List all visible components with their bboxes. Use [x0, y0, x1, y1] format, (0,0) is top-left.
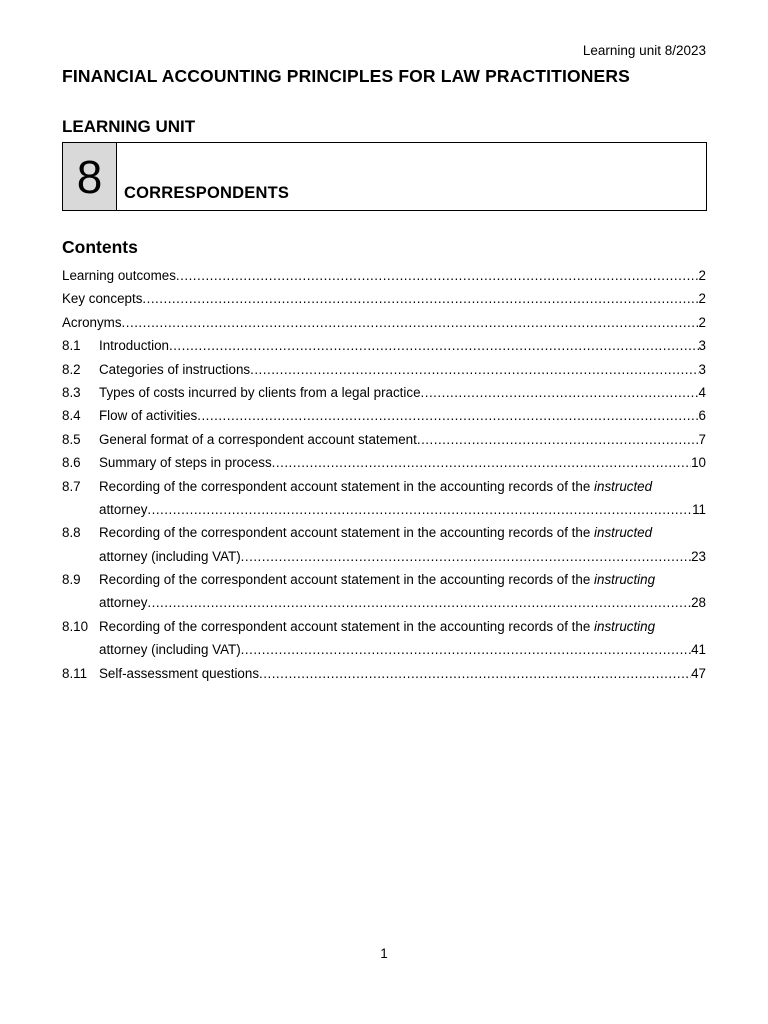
- toc-entry-body: [99, 662, 706, 685]
- toc-entry-page: 2: [698, 314, 706, 330]
- toc-entry-body: [99, 475, 706, 522]
- toc-entry-line: [99, 591, 706, 614]
- learning-unit-number: 8: [63, 143, 117, 210]
- toc-entry-title: General format of a correspondent account statement: [99, 431, 417, 447]
- toc-entry[interactable]: [62, 428, 706, 451]
- toc-entry-line: [99, 381, 706, 404]
- toc-entry-number: 8.4: [62, 408, 81, 424]
- toc-entry-first-line: [99, 475, 706, 498]
- toc-entry-line: [99, 638, 706, 661]
- toc-entry-body: [99, 381, 706, 404]
- learning-unit-box: [62, 142, 707, 211]
- toc-entry-emphasis: instructing: [594, 572, 656, 588]
- toc-entry-line: [99, 662, 706, 685]
- toc-entry-page: 41: [691, 642, 706, 658]
- toc-dot-leader: [147, 591, 691, 614]
- toc-entry-number: 8.1: [62, 338, 81, 354]
- toc-entry-text-start: Recording of the correspondent account statement in the accounting records of the: [99, 478, 595, 494]
- toc-dot-leader: [241, 545, 691, 568]
- toc-entry-line: [62, 287, 706, 310]
- toc-dot-leader: [147, 498, 692, 521]
- toc-entry-text-start: Recording of the correspondent account statement in the accounting records of the: [99, 525, 595, 541]
- toc-entry-title: attorney (including VAT): [99, 548, 241, 564]
- toc-entry-title: Summary of steps in process: [99, 455, 272, 471]
- toc-entry-body: [62, 311, 706, 334]
- toc-entry[interactable]: [62, 451, 706, 474]
- toc-entry[interactable]: [62, 521, 706, 568]
- toc-entry[interactable]: [62, 404, 706, 427]
- learning-unit-label: LEARNING UNIT: [62, 117, 196, 136]
- toc-entry-title: attorney: [99, 595, 148, 611]
- toc-entry-title: Key concepts: [62, 291, 143, 307]
- toc-entry-page: 4: [698, 384, 706, 400]
- toc-entry-first-line: [99, 521, 706, 544]
- toc-entry-number: 8.2: [62, 361, 81, 377]
- toc-entry-emphasis: instructing: [594, 618, 656, 634]
- toc-entry-first-line: [99, 568, 706, 591]
- toc-entry-line: [99, 428, 706, 451]
- toc-entry-title: Flow of activities: [99, 408, 198, 424]
- toc-entry-page: 2: [698, 291, 706, 307]
- toc-dot-leader: [417, 428, 699, 451]
- toc-entry-page: 28: [691, 595, 706, 611]
- toc-entry[interactable]: [62, 311, 706, 334]
- toc-entry-page: 2: [698, 268, 706, 283]
- toc-entry-text-start: Recording of the correspondent account statement in the accounting records of the: [99, 618, 595, 634]
- toc-entry-body: [99, 428, 706, 451]
- toc-entry-title: Learning outcomes: [62, 268, 176, 283]
- toc-entry-title: Introduction: [99, 338, 169, 354]
- toc-entry-body: [62, 264, 706, 287]
- toc-entry[interactable]: [62, 358, 706, 381]
- toc-entry-title: Acronyms: [62, 314, 122, 330]
- course-title: FINANCIAL ACCOUNTING PRINCIPLES FOR LAW PRACTITIONERS: [62, 66, 630, 86]
- page-number: 1: [380, 946, 388, 961]
- toc-entry-body: [62, 287, 706, 310]
- toc-entry-line: [99, 451, 706, 474]
- toc-dot-leader: [122, 311, 699, 334]
- toc-entry-page: 47: [691, 665, 706, 681]
- toc-entry-title: Self-assessment questions: [99, 665, 260, 681]
- toc-dot-leader: [197, 404, 698, 427]
- toc-entry[interactable]: [62, 381, 706, 404]
- toc-entry-line: [99, 545, 706, 568]
- toc-dot-leader: [176, 264, 699, 287]
- toc-entry-body: [99, 568, 706, 615]
- toc-entry[interactable]: [62, 334, 706, 357]
- toc-dot-leader: [241, 638, 691, 661]
- toc-entry-title: Types of costs incurred by clients from a legal practice: [99, 384, 421, 400]
- toc-dot-leader: [259, 662, 691, 685]
- toc-entry-text-start: Recording of the correspondent account statement in the accounting records of the: [99, 572, 595, 588]
- toc-entry-first-line: [99, 615, 706, 638]
- toc-dot-leader: [169, 334, 699, 357]
- toc-entry-line: [62, 264, 706, 287]
- toc-entry-number: 8.9: [62, 572, 81, 588]
- toc-entry-number: 8.3: [62, 384, 81, 400]
- toc-entry[interactable]: [62, 615, 706, 662]
- toc-entry-body: [99, 358, 706, 381]
- toc-entry-number: 8.7: [62, 478, 81, 494]
- toc-entry-body: [99, 615, 706, 662]
- toc-entry-page: 23: [691, 548, 706, 564]
- toc-entry[interactable]: [62, 287, 706, 310]
- toc-entry[interactable]: [62, 568, 706, 615]
- unit-reference: Learning unit 8/2023: [582, 43, 706, 58]
- toc-entry-body: [99, 451, 706, 474]
- toc-entry[interactable]: [62, 662, 706, 685]
- table-of-contents: [62, 264, 706, 685]
- toc-entry[interactable]: [62, 264, 706, 287]
- toc-entry-number: 8.5: [62, 431, 81, 447]
- learning-unit-name: CORRESPONDENTS: [124, 184, 290, 202]
- toc-entry-emphasis: instructed: [594, 525, 653, 541]
- toc-entry[interactable]: [62, 475, 706, 522]
- toc-entry-title: attorney (including VAT): [99, 642, 241, 658]
- toc-entry-page: 3: [698, 338, 706, 354]
- toc-entry-line: [99, 358, 706, 381]
- toc-entry-title: Categories of instructions: [99, 361, 251, 377]
- toc-entry-emphasis: instructed: [594, 478, 653, 494]
- toc-dot-leader: [250, 358, 698, 381]
- toc-entry-number: 8.6: [62, 455, 81, 471]
- toc-entry-page: 10: [691, 455, 706, 471]
- contents-heading: Contents: [62, 237, 138, 257]
- toc-entry-line: [62, 311, 706, 334]
- toc-entry-title: attorney: [99, 501, 148, 517]
- toc-entry-page: 3: [698, 361, 706, 377]
- toc-dot-leader: [272, 451, 691, 474]
- toc-entry-page: 11: [692, 501, 706, 517]
- toc-entry-line: [99, 404, 706, 427]
- toc-entry-number: 8.11: [62, 665, 88, 681]
- toc-entry-page: 7: [698, 431, 706, 447]
- toc-entry-number: 8.8: [62, 525, 81, 541]
- toc-dot-leader: [142, 287, 698, 310]
- toc-entry-line: [99, 498, 706, 521]
- toc-entry-body: [99, 404, 706, 427]
- toc-entry-line: [99, 334, 706, 357]
- toc-dot-leader: [421, 381, 699, 404]
- toc-entry-page: 6: [698, 408, 706, 424]
- toc-entry-number: 8.10: [62, 618, 89, 634]
- toc-entry-body: [99, 521, 706, 568]
- toc-entry-body: [99, 334, 706, 357]
